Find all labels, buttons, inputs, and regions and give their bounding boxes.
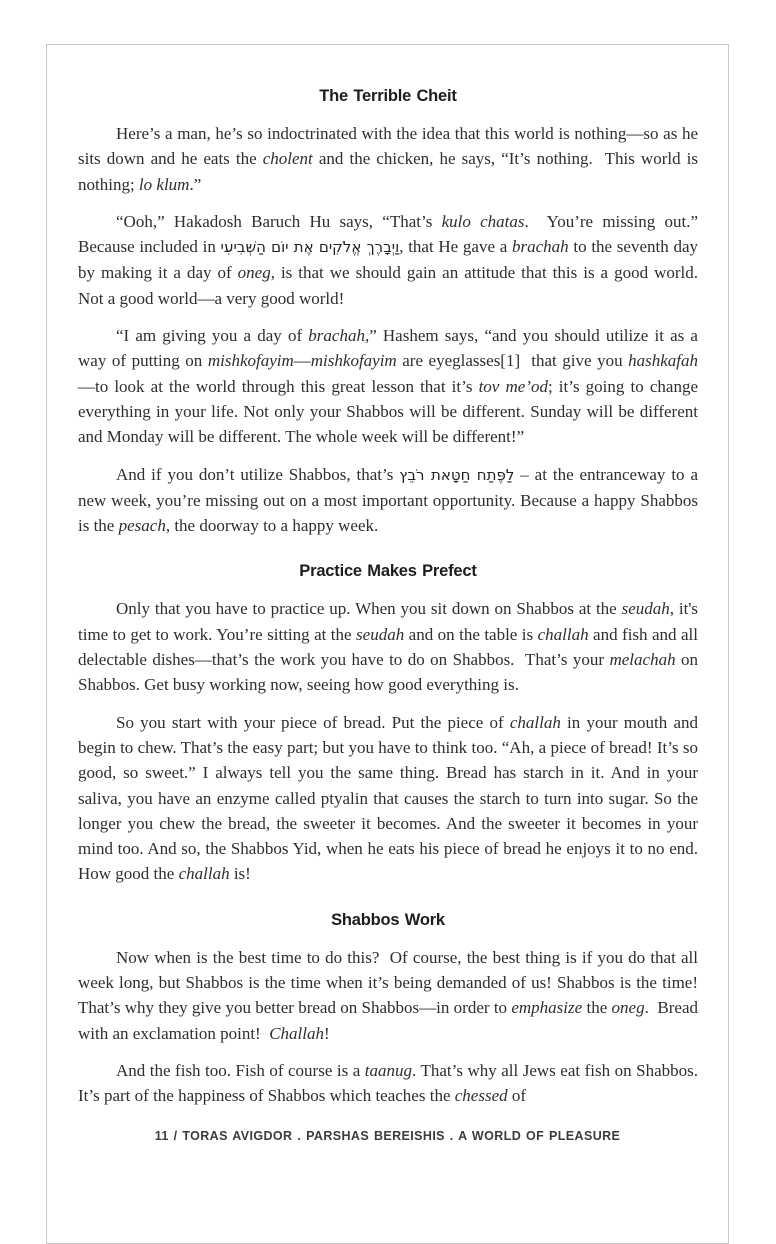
italic-term: kulo chatas [441,211,525,231]
text-run: — [293,351,311,371]
italic-term: cholent [262,149,313,169]
text-run: Here’s a man, he’s so indoctrinated with the idea that this world is nothing—so as he sits down and he eats the [78,124,703,169]
italic-term: brachah [308,326,365,346]
italic-term: mishkofayim [310,351,397,371]
italic-term: Challah [269,1023,324,1043]
italic-term: oneg [237,263,271,283]
body-paragraph [78,596,703,697]
section-heading: Practice Makes Prefect [299,562,477,581]
section-heading: The Terrible Cheit [319,87,457,105]
text-run: is! [229,864,251,884]
text-run: in your mouth and begin to chew. That’s the easy part; but you have to think too. “Ah, a piece of bread! It’s so good, so sweet.” I always tell you the same thing. Bread has starch in it. And in your saliva, you have an enzyme called ptyalin that causes the starch to turn into sugar. So the longer you chew the bread, the sweeter it becomes. And the sweeter it becomes in your mind too. And so, the Shabbos Yid, when he eats his piece of bread he enjoys it to no end. How good the [78,712,703,884]
section-heading: Shabbos Work [331,910,445,929]
page-footer-line: 11 / TORAS AVIGDOR . PARSHAS BEREISHIS . A WORLD OF PLEASURE [154,1129,621,1143]
text-run: on Shabbos. Get busy working now, seeing how good everything is. [78,650,703,695]
italic-term: seudah [621,599,670,619]
text-run: , that He gave a [399,237,512,257]
text-run: of [507,1086,527,1106]
hebrew-phrase: וַיְבָרֶךְ אֱלֹקִים אֶת יוֹם הַשְּׁבִיעִי [220,238,400,257]
text-run: Only that you have to practice up. When you sit down on Shabbos at the [116,599,622,619]
text-run: , is that we should gain an attitude that this is a good world. Not a good world—a very good world! [78,263,707,308]
italic-term: seudah [356,624,405,644]
text-run: And if you don’t utilize Shabbos, that’s [116,464,400,484]
text-run: and fish and all delectable dishes—that’s the work you have to do on Shabbos. That’s your [78,624,703,670]
text-run: ,” Hashem says, “and you should utilize it as a way of putting on [78,326,703,371]
page-frame [46,44,729,1244]
text-run: , it's time to get to work. You’re sitting at the [78,599,703,644]
text-run: are eyeglasses[1] that give you [396,351,629,371]
text-run: So you start with your piece of bread. Put the piece of [116,712,510,732]
hebrew-phrase: לַפֶּתַח חַטָּאת רֹבֵץ [399,465,515,484]
text-run: —to look at the world through this great lesson that it’s [78,376,479,396]
text-run: ! [324,1023,330,1043]
page-content [47,45,728,1109]
text-run: .” [189,174,202,194]
text-run: , the doorway to a happy week. [165,516,379,536]
italic-term: pesach [118,516,166,536]
italic-term: melachah [609,650,676,670]
italic-term: challah [537,624,589,644]
body-paragraph [78,945,707,1046]
text-run: . Bread with an exclamation point! [78,998,703,1043]
body-paragraph [78,323,703,449]
text-run: the [582,998,612,1018]
body-paragraph [78,209,707,311]
text-run: . You’re missing out.” Because included in [78,211,703,257]
italic-term: challah [509,712,561,732]
italic-term: tov me’od [478,376,548,396]
italic-term: lo klum [138,174,190,194]
italic-term: hashkafah [628,351,699,371]
text-run: “Ooh,” Hakadosh Baruch Hu says, “That’s [116,211,442,231]
italic-term: oneg [611,998,645,1018]
italic-term: brachah [512,237,569,257]
text-run: “I am giving you a day of [116,326,309,346]
text-run: and the chicken, he says, “It’s nothing. This world is nothing; [78,149,703,194]
text-run: And the fish too. Fish of course is a [116,1060,365,1080]
text-run: and on the table is [404,624,538,644]
italic-term: mishkofayim [207,351,294,371]
body-paragraph [78,1058,703,1109]
text-run: – at the entranceway to a new week, you’re missing out on a most important opportunity. Because a happy Shabbos is the [78,464,703,536]
text-run: . That’s why all Jews eat fish on Shabbos. It’s part of the happiness of Shabbos which teaches the [78,1060,703,1106]
italic-term: taanug [364,1060,413,1080]
text-run: Now when is the best time to do this? Of course, the best thing is if you do that all week long, but Shabbos is the time when it’s being demanded of us! Shabbos is the time! That’s why they give you better bread on Shabbos—in order to [78,947,707,1018]
body-paragraph [78,121,703,197]
body-paragraph [78,710,703,887]
text-run: ; it’s going to change everything in your life. Not only your Shabbos will be different. Sunday will be different and Monday will be different. The whole week will be different!” [78,376,703,447]
text-run: to the seventh day by making it a day of [78,237,703,283]
italic-term: emphasize [511,998,583,1018]
italic-term: chessed [454,1086,508,1106]
italic-term: challah [178,864,230,884]
body-paragraph [78,462,703,539]
